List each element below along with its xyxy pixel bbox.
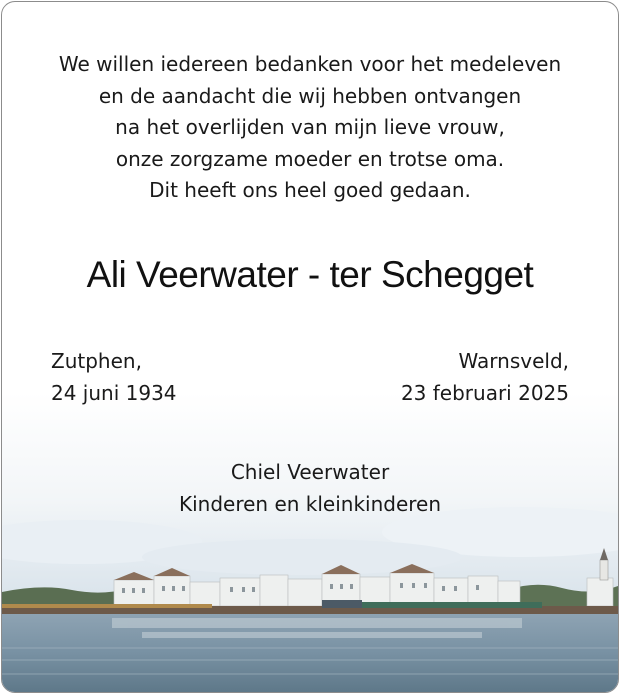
thanks-line: en de aandacht die wij hebben ontvangen: [98, 83, 522, 108]
birth-date: 24 juni 1934: [51, 380, 177, 405]
death-place: Warnsveld,: [458, 349, 569, 373]
thanks-line: We willen iedereen bedanken voor het medeleven: [58, 52, 562, 76]
thanks-line: na het overlijden van mijn lieve vrouw,: [115, 115, 505, 139]
family-line-1: Chiel Veerwater: [230, 460, 390, 484]
thanks-line: Dit heeft ons heel goed gedaan.: [149, 178, 471, 202]
birth-place: Zutphen,: [51, 349, 142, 373]
thanks-line: onze zorgzame moeder en trotse oma.: [115, 146, 505, 171]
deceased-name: Ali Veerwater - ter Schegget: [86, 254, 534, 295]
family-line-2: Kinderen en kleinkinderen: [178, 491, 442, 516]
death-date: 23 februari 2025: [400, 380, 569, 405]
death-info: [401, 346, 569, 409]
birth-info: [51, 346, 177, 409]
thank-you-message: [2, 49, 618, 207]
family-signature: [2, 457, 618, 520]
river-skyline-photo: [2, 392, 618, 692]
announcement-card: [1, 1, 619, 693]
